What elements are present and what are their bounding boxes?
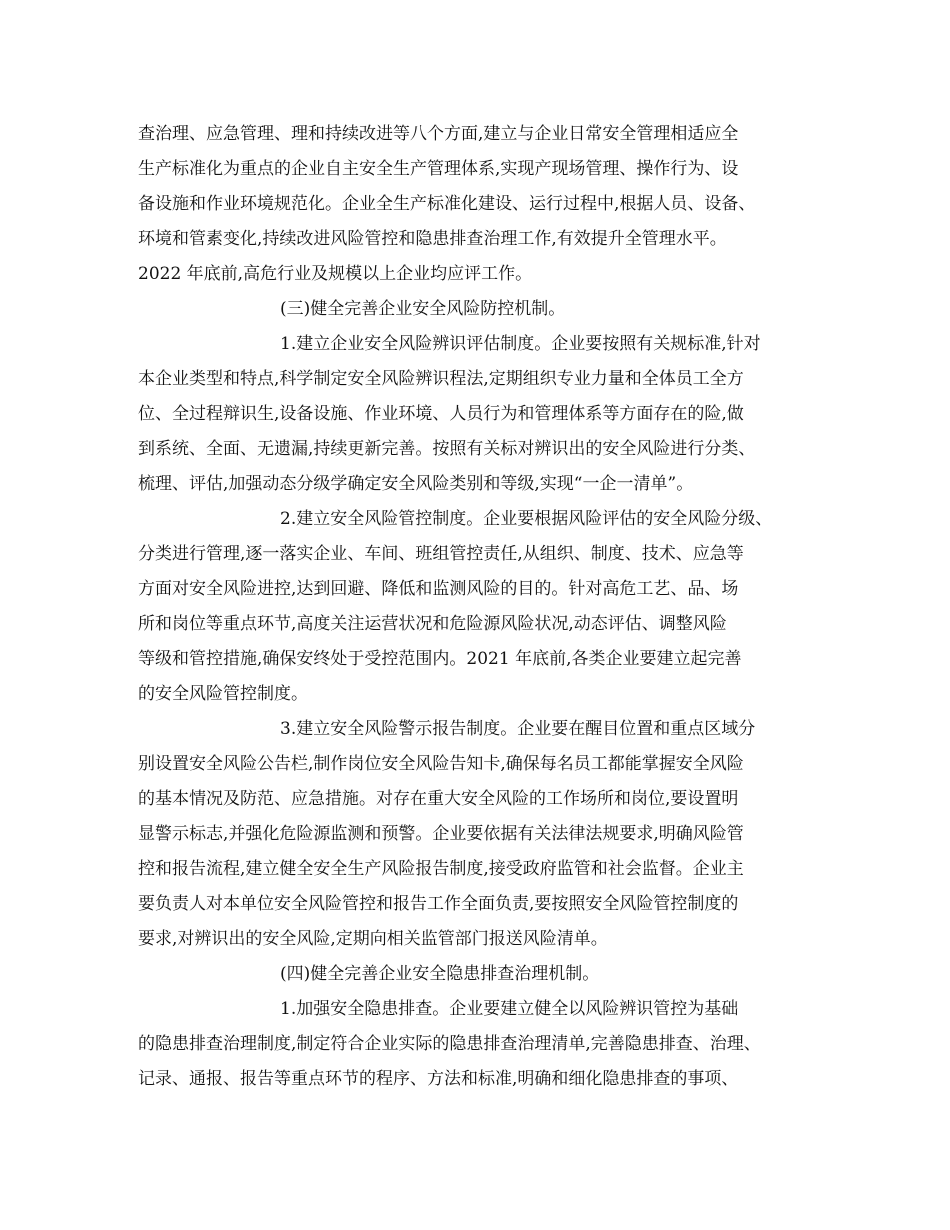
paragraph-line: 所和岗位等重点环节,高度关注运营状况和危险源风险状况,动态评估、调整风险: [138, 614, 727, 634]
paragraph-line: 控和报告流程,建立健全安全生产风险报告制度,接受政府监管和社会监督。企业主: [138, 859, 744, 879]
paragraph-line: 的安全风险管控制度。: [138, 684, 308, 704]
paragraph-line: 的隐患排查治理制度,制定符合企业实际的隐患排查治理清单,完善隐患排查、治理、: [138, 1034, 761, 1054]
paragraph-line: 方面对安全风险进控,达到回避、降低和监测风险的目的。针对高危工艺、品、场: [138, 579, 739, 599]
paragraph-line: 显警示标志,并强化危险源监测和预警。企业要依据有关法律法规要求,明确风险管: [138, 824, 744, 844]
paragraph-line: 要负责人对本单位安全风险管控和报告工作全面负责,要按照安全风险管控制度的: [138, 894, 739, 914]
item-heading-3-2: 2.建立安全风险管控制度。企业要根据风险评估的安全风险分级、: [280, 509, 773, 529]
item-heading-3-1: 1.建立企业安全风险辨识评估制度。企业要按照有关规标准,针对: [280, 334, 761, 354]
section-heading-4: (四)健全完善企业安全隐患排查治理机制。: [280, 964, 600, 984]
paragraph-line: 位、全过程辩识生,设备设施、作业环境、人员行为和管理体系等方面存在的险,做: [138, 404, 744, 424]
paragraph-line: 记录、通报、报告等重点环节的程序、方法和标准,明确和细化隐患排查的事项、: [138, 1069, 739, 1089]
paragraph-line: 本企业类型和特点,科学制定安全风险辨识程法,定期组织专业力量和全体员工全方: [138, 369, 744, 389]
item-heading-3-3: 3.建立安全风险警示报告制度。企业要在醒目位置和重点区域分: [280, 719, 756, 739]
paragraph-line: 要求,对辨识出的安全风险,定期向相关监管部门报送风险清单。: [138, 929, 608, 949]
paragraph-line: 生产标准化为重点的企业自主安全生产管理体系,实现产现场管理、操作行为、设: [138, 159, 739, 179]
paragraph-line: 的基本情况及防范、应急措施。对存在重大安全风险的工作场所和岗位,要设置明: [138, 789, 739, 809]
paragraph-line: 别设置安全风险公告栏,制作岗位安全风险告知卡,确保每名员工都能掌握安全风险: [138, 754, 744, 774]
section-heading-3: (三)健全完善企业安全风险防控机制。: [280, 299, 566, 319]
paragraph-line: 备设施和作业环境规范化。企业全生产标准化建设、运行过程中,根据人员、设备、: [138, 194, 756, 214]
paragraph-line: 环境和管素变化,持续改进风险管控和隐患排查治理工作,有效提升全管理水平。: [138, 229, 727, 249]
paragraph-line: 查治理、应急管理、理和持续改进等八个方面,建立与企业日常安全管理相适应全: [138, 124, 739, 144]
item-heading-4-1: 1.加强安全隐患排查。企业要建立健全以风险辨识管控为基础: [280, 999, 739, 1019]
paragraph-line: 梳理、评估,加强动态分级学确定安全风险类别和等级,实现“一企一清单”。: [138, 474, 694, 494]
paragraph-line: 到系统、全面、无遗漏,持续更新完善。按照有关标对辨识出的安全风险进行分类、: [138, 439, 756, 459]
paragraph-line: 等级和管控措施,确保安终处于受控范围内。2021 年底前,各类企业要建立起完善: [138, 649, 742, 669]
paragraph-line: 2022 年底前,高危行业及规模以上企业均应评工作。: [138, 264, 533, 284]
document-body: [138, 117, 828, 1097]
paragraph-line: 分类进行管理,逐一落实企业、车间、班组管控责任,从组织、制度、技术、应急等: [138, 544, 744, 564]
